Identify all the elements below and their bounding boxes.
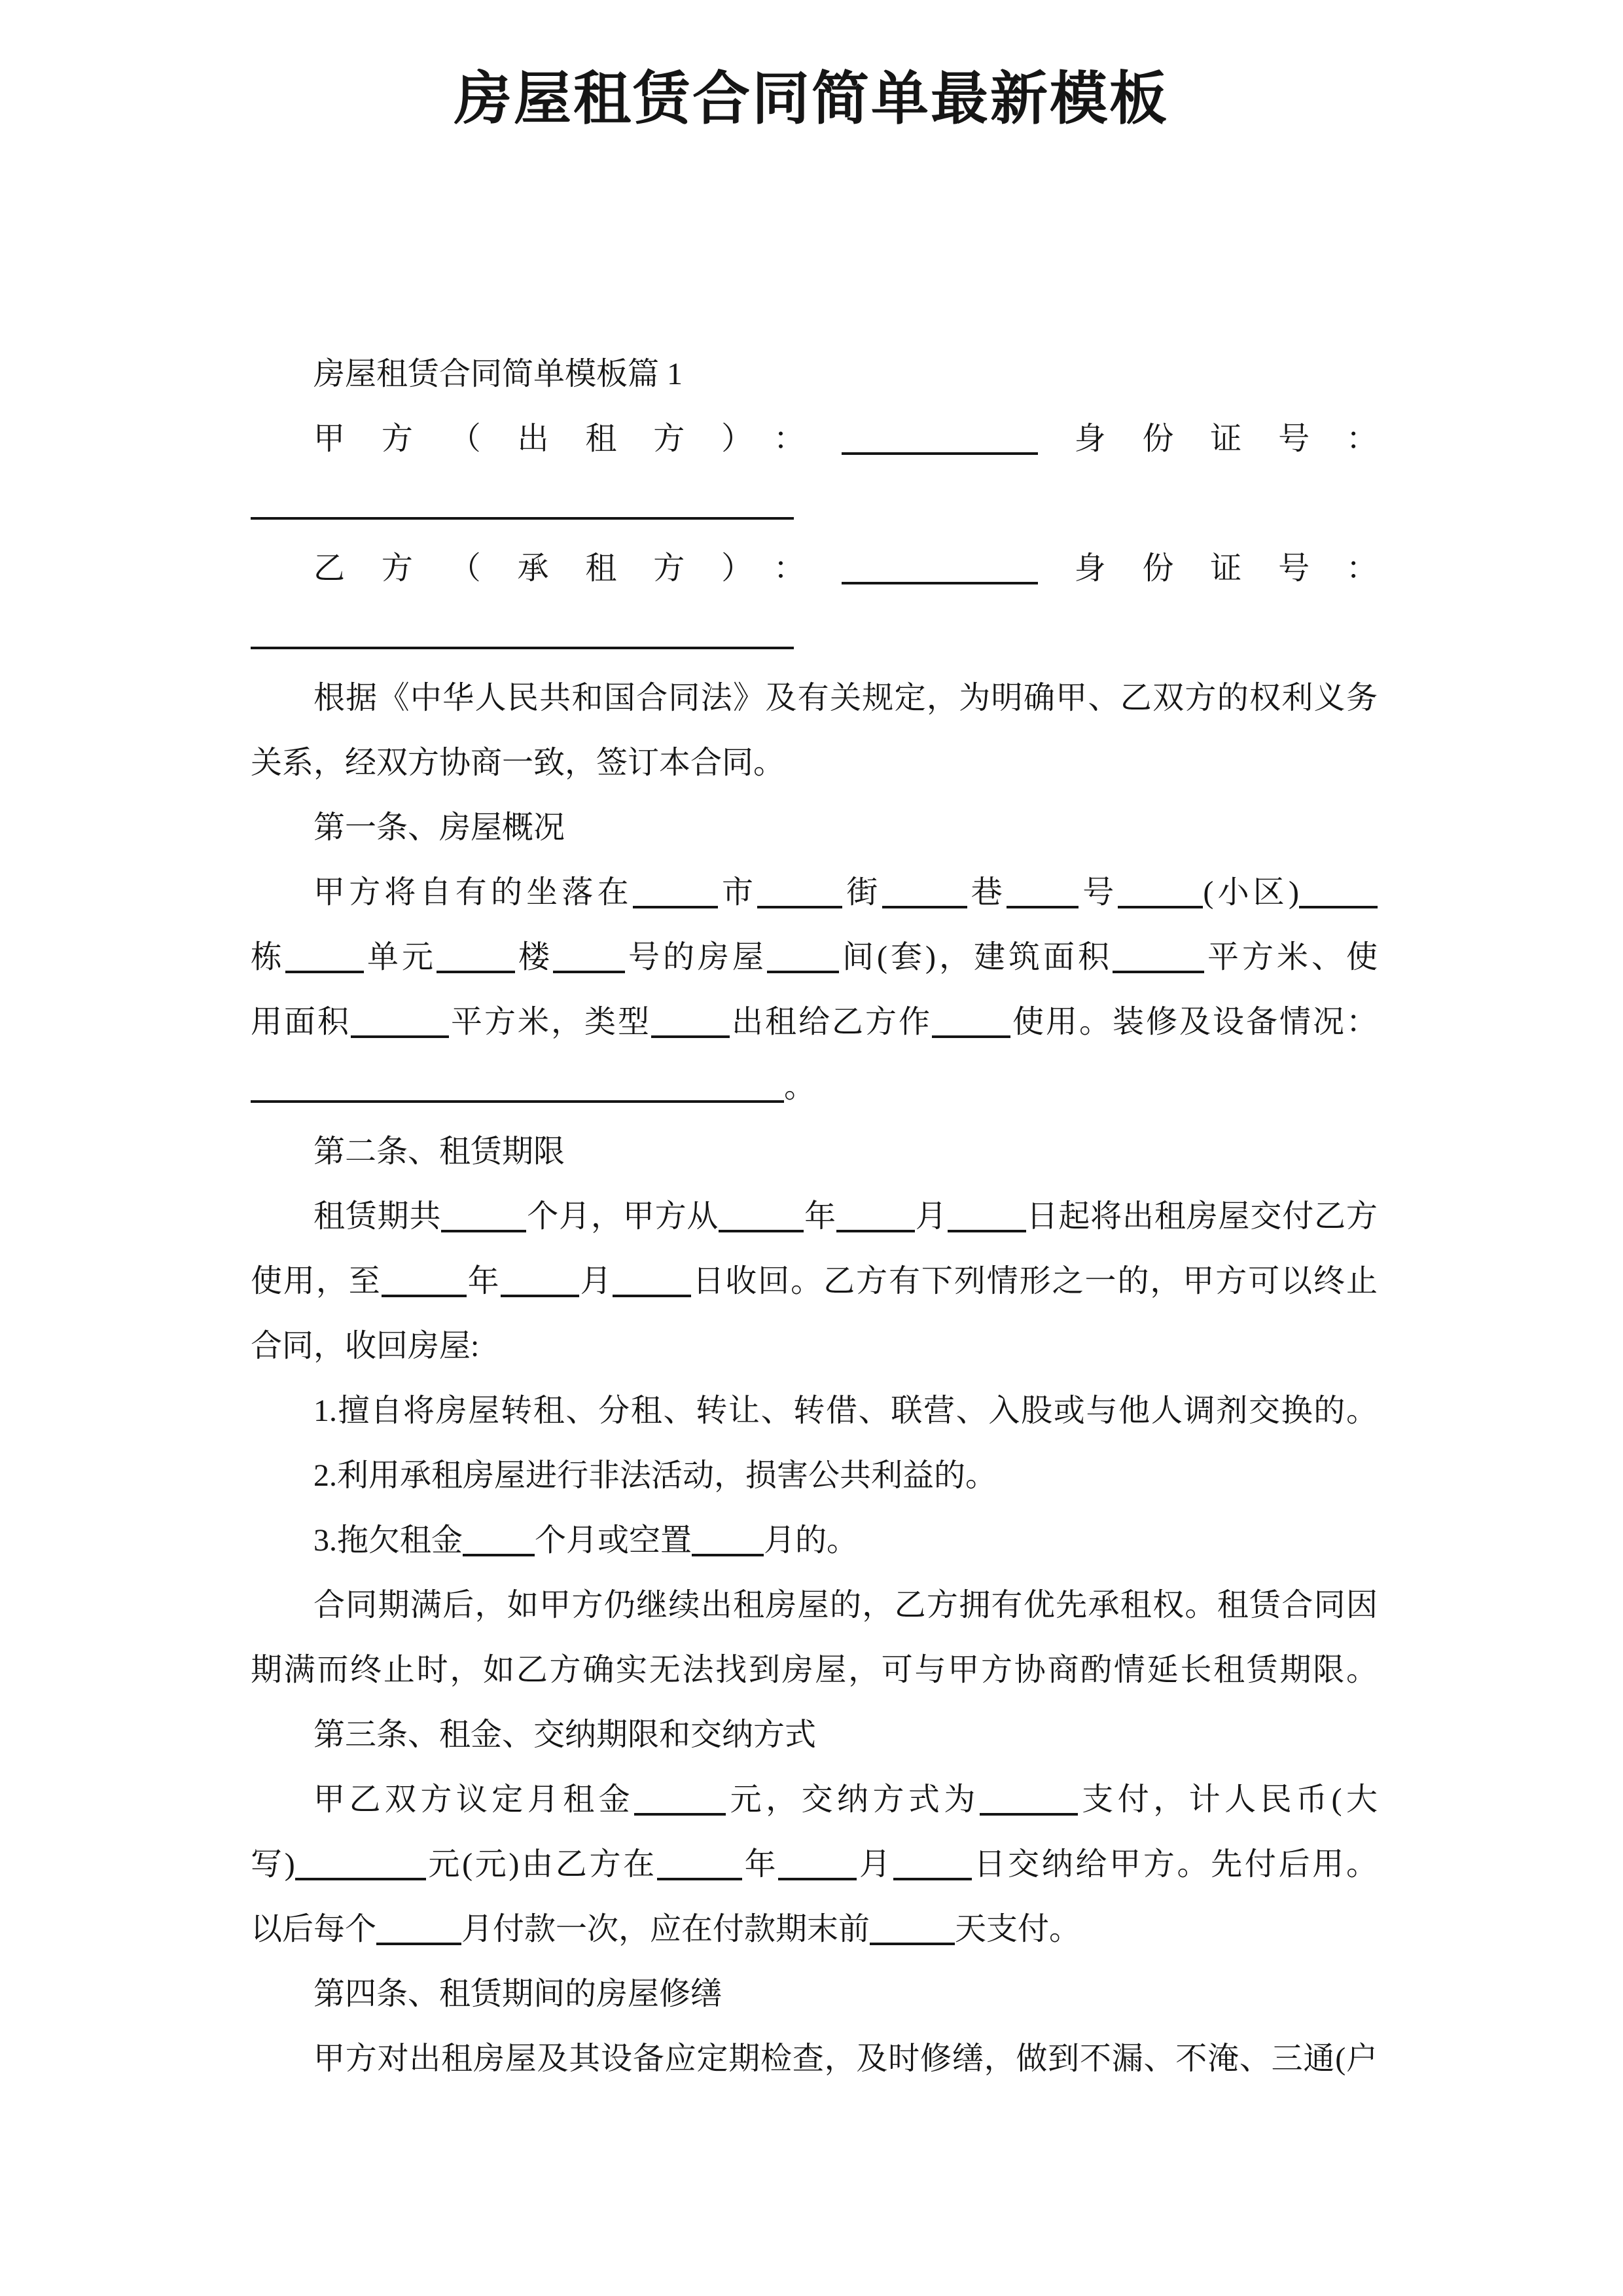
text-run: 关系，经双方协商一致，签订本合同。 [251, 745, 785, 780]
text-run: 用面积 [251, 1005, 351, 1039]
text-run: 写) [251, 1847, 295, 1882]
article-3-heading [251, 1702, 1378, 1767]
blank-underline [882, 906, 967, 908]
text-run: 年 [804, 1199, 836, 1234]
article-2-line-1 [251, 1184, 1378, 1249]
clause-3 [251, 1508, 1378, 1573]
blank-underline [251, 647, 794, 649]
clause-2 [251, 1443, 1378, 1508]
blank-underline [948, 1230, 1026, 1232]
party-b-blank-line [251, 601, 1378, 666]
text-run: 甲乙双方议定月租金 [313, 1782, 635, 1817]
blank-underline [893, 1878, 972, 1880]
article-2-line-4 [251, 1573, 1378, 1638]
text-run: 3.拖欠租金 [313, 1523, 463, 1558]
text-run: 年 [741, 1847, 779, 1882]
blank-underline [1007, 906, 1079, 908]
text-run: 使用，至 [251, 1264, 382, 1299]
text-run: 第四条、租赁期间的房屋修缮 [313, 1977, 722, 2011]
article-3-line-3 [251, 1897, 1378, 1962]
text-run: 2.利用承租房屋进行非法活动，损害公共利益的。 [313, 1458, 997, 1493]
text-run: 乙方（承租方）： [313, 551, 842, 586]
text-run: 平方米，类型 [449, 1005, 651, 1039]
blank-underline [613, 1295, 691, 1297]
blank-underline [501, 1295, 579, 1297]
text-run: 第二条、租赁期限 [313, 1134, 565, 1169]
text-run: 期满而终止时，如乙方确实无法找到房屋，可与甲方协商酌情延长租赁期限。 [251, 1653, 1378, 1687]
blank-underline [651, 1035, 730, 1038]
blank-underline [778, 1878, 857, 1880]
blank-underline [634, 1813, 726, 1816]
text-run: 甲方对出租房屋及其设备应定期检查，及时修缮，做到不漏、不淹、三通(户 [313, 2041, 1378, 2076]
article-2-line-3 [251, 1314, 1378, 1378]
document-body [0, 342, 1623, 2091]
blank-underline [437, 971, 515, 973]
article-1-line-1 [251, 860, 1378, 925]
text-run: 平方米、使 [1204, 940, 1378, 975]
blank-underline [980, 1813, 1078, 1816]
text-run: 日交纳给甲方。先付后用。 [971, 1847, 1378, 1882]
article-1-line-3 [251, 990, 1378, 1054]
blank-underline [757, 906, 842, 908]
text-run: 间(套)，建筑面积 [839, 940, 1113, 975]
article-3-line-1 [251, 1767, 1378, 1832]
text-run: 第三条、租金、交纳期限和交纳方式 [313, 1717, 817, 1752]
article-2-line-5 [251, 1638, 1378, 1702]
blank-underline [1118, 906, 1203, 908]
blank-underline [441, 1230, 526, 1232]
blank-underline [295, 1878, 426, 1880]
text-run: 使用。装修及设备情况： [1010, 1005, 1378, 1039]
preamble-line-2 [251, 730, 1378, 795]
text-run: 第一条、房屋概况 [313, 810, 565, 845]
document-title: 房屋租赁合同简单最新模板 [454, 68, 1169, 132]
blank-underline [719, 1230, 804, 1232]
blank-underline [251, 517, 794, 520]
text-run: 以后每个 [251, 1912, 377, 1946]
article-4-heading [251, 1962, 1378, 2026]
text-run: 街 [842, 875, 882, 910]
party-b-line [251, 536, 1378, 601]
text-run: 个月，甲方从 [526, 1199, 719, 1234]
text-run: 栋 [251, 940, 285, 975]
text-run: 市 [717, 875, 758, 910]
text-run: 巷 [967, 875, 1007, 910]
article-2-line-2 [251, 1249, 1378, 1314]
text-run: 租赁期共 [313, 1199, 442, 1234]
text-run: 1.擅自将房屋转租、分租、转让、转借、联营、入股或与他人调剂交换的。 [313, 1393, 1378, 1428]
text-run: 元，交纳方式为 [726, 1782, 980, 1817]
text-run: 楼 [515, 940, 553, 975]
blank-underline [1299, 906, 1378, 908]
text-run: 号 [1079, 875, 1118, 910]
blank-underline [633, 906, 718, 908]
text-run: 出租给乙方作 [730, 1005, 932, 1039]
text-run: 房屋租赁合同简单模板篇 1 [313, 357, 683, 391]
clause-1 [251, 1378, 1378, 1443]
text-run: 甲方（出租方）： [313, 422, 842, 456]
blank-underline [657, 1878, 742, 1880]
text-run: (小区) [1203, 875, 1299, 910]
article-2-heading [251, 1119, 1378, 1184]
text-run: 天支付。 [955, 1912, 1081, 1946]
blank-underline [767, 971, 839, 973]
text-run: 身份证号： [1037, 422, 1378, 456]
text-run: 个月或空置 [535, 1523, 692, 1558]
blank-underline [842, 582, 1038, 584]
text-run: 元(元)由乙方在 [425, 1847, 657, 1882]
text-run: 年 [466, 1264, 501, 1299]
blank-underline [285, 971, 364, 973]
text-run: 根据《中华人民共和国合同法》及有关规定，为明确甲、乙双方的权利义务 [313, 681, 1378, 715]
blank-underline [870, 1943, 955, 1945]
blank-underline [351, 1035, 449, 1038]
article-1-heading [251, 795, 1378, 860]
text-run: 月的。 [764, 1523, 859, 1558]
blank-underline [251, 1100, 784, 1103]
article-1-line-2 [251, 925, 1378, 990]
blank-underline [382, 1295, 467, 1297]
article-1-line-4 [251, 1054, 1378, 1119]
blank-underline [1113, 971, 1204, 973]
text-run: 合同，收回房屋: [251, 1329, 480, 1363]
text-run: 身份证号： [1037, 551, 1378, 586]
blank-underline [692, 1554, 764, 1556]
text-run: 月 [579, 1264, 613, 1299]
party-a-blank-line [251, 471, 1378, 536]
blank-underline [463, 1554, 535, 1556]
article-3-line-2 [251, 1832, 1378, 1897]
party-a-line [251, 406, 1378, 471]
text-run: 月 [914, 1199, 948, 1234]
text-run: 。 [784, 1069, 816, 1104]
blank-underline [553, 971, 625, 973]
subtitle [251, 342, 1378, 406]
text-run: 月 [857, 1847, 893, 1882]
text-run: 合同期满后，如甲方仍继续出租房屋的，乙方拥有优先承租权。租赁合同因 [313, 1588, 1378, 1623]
blank-underline [836, 1230, 915, 1232]
text-run: 日起将出租房屋交付乙方 [1026, 1199, 1378, 1234]
text-run: 号的房屋 [625, 940, 767, 975]
preamble-line-1 [251, 666, 1378, 730]
blank-underline [842, 452, 1038, 455]
blank-underline [932, 1035, 1010, 1038]
article-4-line-1 [251, 2026, 1378, 2091]
text-run: 支付，计人民币(大 [1077, 1782, 1378, 1817]
text-run: 甲方将自有的坐落在 [313, 875, 633, 910]
text-run: 月付款一次，应在付款期末前 [461, 1912, 870, 1946]
text-run: 单元 [364, 940, 437, 975]
text-run: 日收回。乙方有下列情形之一的，甲方可以终止 [691, 1264, 1378, 1299]
blank-underline [376, 1943, 461, 1945]
